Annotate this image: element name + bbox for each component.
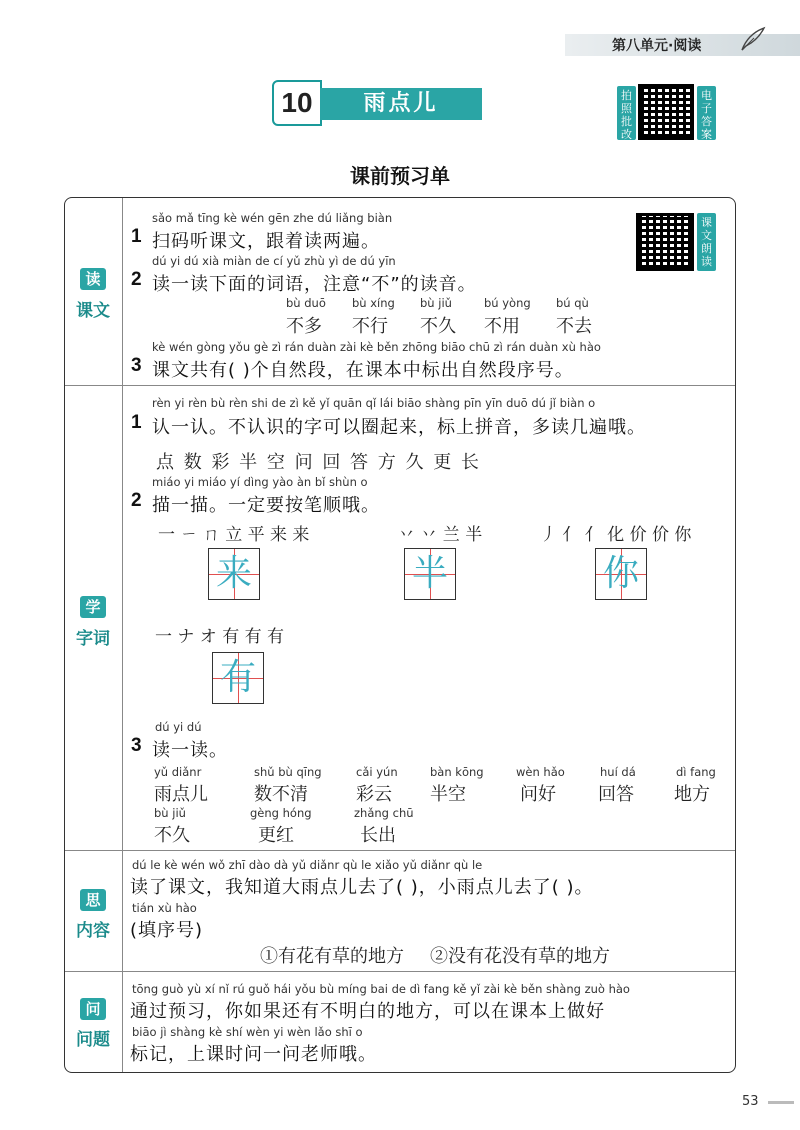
new-characters: 点 数 彩 半 空 问 回 答 方 久 更 长: [156, 452, 481, 473]
vocab-word: 问好: [520, 784, 556, 805]
item-number: 2: [131, 269, 142, 290]
word: 不行: [352, 316, 388, 337]
question-text: 读了课文，我知道大雨点儿去了( )，小雨点儿去了( )。: [130, 877, 594, 898]
vocab-word: 数不清: [254, 784, 308, 805]
read-tag: 读: [80, 268, 106, 290]
vocab-pinyin: shǔ bù qīng: [254, 765, 322, 779]
vocab-pinyin: bàn kōng: [430, 765, 484, 779]
stroke-order-lai: 一 ㄧ ㄇ 立 平 来 来: [158, 525, 310, 545]
pinyin-line: dú yi dú: [155, 720, 202, 734]
audio-label: 课文朗读: [697, 213, 716, 271]
word: 不久: [420, 316, 456, 337]
word: 不用: [484, 316, 520, 337]
page-subtitle: 课前预习单: [350, 164, 450, 188]
lesson-number: 10: [272, 80, 322, 126]
quill-icon: [738, 24, 768, 54]
pinyin-line: tōng guò yù xí nǐ rú guǒ hái yǒu bù míng bai de dì fang kě yǐ zài kè běn shàng zuò hào: [132, 982, 630, 996]
row-divider: [65, 385, 735, 386]
instruction-text: 读一读。: [152, 740, 228, 761]
vocab-pinyin: yǔ diǎnr: [154, 765, 202, 779]
stroke-order-ni: 丿 亻 亻 化 价 价 你: [540, 525, 692, 545]
vocab-word: 更红: [258, 825, 294, 846]
item-number: 3: [131, 355, 142, 376]
vocab-word: 半空: [430, 784, 466, 805]
unit-label: 第八单元·阅读: [612, 38, 702, 54]
think-tag: 思: [80, 889, 106, 911]
vocab-word: 长出: [360, 825, 396, 846]
item-number: 1: [131, 412, 142, 433]
vocab-word: 雨点儿: [154, 784, 208, 805]
think-section-name: 内容: [76, 921, 110, 941]
pinyin-line: dú le kè wén wǒ zhī dào dà yǔ diǎnr qù le xiǎo yǔ diǎnr qù le: [132, 858, 483, 872]
vocab-word: 回答: [598, 784, 634, 805]
vocab-word: 地方: [674, 784, 710, 805]
item-number: 1: [131, 226, 142, 247]
ask-section-name: 问题: [76, 1030, 110, 1050]
word: 不多: [286, 316, 322, 337]
instruction-text: 课文共有( )个自然段，在课本中标出自然段序号。: [152, 360, 574, 381]
pinyin-line: biāo jì shàng kè shí wèn yi wèn lǎo shī o: [132, 1025, 363, 1039]
vocab-pinyin: bù jiǔ: [154, 806, 186, 820]
word-pinyin: bú yòng: [484, 296, 531, 310]
option-2: ②没有花没有草的地方: [430, 946, 610, 967]
pinyin-line: kè wén gòng yǒu gè zì rán duàn zài kè běn zhōng biāo chū zì rán duàn xù hào: [152, 340, 601, 354]
stroke-order-you: 一 ナ オ 有 有 有: [155, 627, 285, 647]
pinyin-line: dú yi dú xià miàn de cí yǔ zhù yì de dú yīn: [152, 254, 396, 268]
audio-qr-code[interactable]: [636, 213, 694, 271]
tracing-box-ni[interactable]: 你: [595, 548, 647, 600]
item-number: 3: [131, 735, 142, 756]
pinyin-line: tián xù hào: [132, 901, 197, 915]
vocab-word: 不久: [154, 825, 190, 846]
word-pinyin: bù duō: [286, 296, 326, 310]
vocab-pinyin: dì fang: [676, 765, 716, 779]
prompt-text: 标记，上课时问一问老师哦。: [130, 1044, 377, 1065]
page-number: 53: [742, 1094, 759, 1109]
pinyin-line: sǎo mǎ tīng kè wén gēn zhe dú liǎng biàn: [152, 211, 393, 225]
pinyin-line: miáo yi miáo yí dìng yào àn bǐ shùn o: [152, 475, 368, 489]
answer-qr-code[interactable]: [638, 84, 694, 140]
ask-tag: 问: [80, 998, 106, 1020]
hint-text: (填序号): [130, 920, 204, 941]
word-pinyin: bù jiǔ: [420, 296, 452, 310]
instruction-text: 扫码听课文，跟着读两遍。: [152, 231, 380, 252]
word-pinyin: bù xíng: [352, 296, 395, 310]
vocab-pinyin: cǎi yún: [356, 765, 398, 779]
row-divider: [65, 850, 735, 851]
vocab-pinyin: wèn hǎo: [516, 765, 565, 779]
word: 不去: [556, 316, 592, 337]
column-divider: [122, 198, 123, 1072]
e-answer-label: 电子答案: [697, 86, 716, 140]
vocab-word: 彩云: [356, 784, 392, 805]
instruction-text: 认一认。不认识的字可以圈起来，标上拼音，多读几遍哦。: [152, 417, 646, 438]
stroke-order-ban: 丷 丷 兰 半: [398, 525, 483, 545]
option-1: ①有花有草的地方: [260, 946, 404, 967]
lesson-title: 雨点儿: [320, 88, 482, 120]
prompt-text: 通过预习，你如果还有不明白的地方，可以在课本上做好: [130, 1001, 605, 1022]
photo-grading-label: 拍照批改: [617, 86, 636, 140]
tracing-box-you[interactable]: 有: [212, 652, 264, 704]
instruction-text: 读一读下面的词语，注意“不”的读音。: [152, 274, 477, 295]
read-section-name: 课文: [76, 301, 110, 321]
tracing-box-lai[interactable]: 来: [208, 548, 260, 600]
row-divider: [65, 971, 735, 972]
vocab-pinyin: gèng hóng: [250, 806, 312, 820]
learn-section-name: 字词: [76, 629, 110, 649]
vocab-pinyin: huí dá: [600, 765, 636, 779]
vocab-pinyin: zhǎng chū: [354, 806, 414, 820]
instruction-text: 描一描。一定要按笔顺哦。: [152, 495, 380, 516]
tracing-box-ban[interactable]: 半: [404, 548, 456, 600]
item-number: 2: [131, 490, 142, 511]
learn-tag: 学: [80, 596, 106, 618]
pinyin-line: rèn yi rèn bù rèn shi de zì kě yǐ quān qǐ lái biāo shàng pīn yīn duō dú jǐ biàn o: [152, 396, 596, 410]
page-mark: [768, 1101, 794, 1104]
word-pinyin: bú qù: [556, 296, 589, 310]
